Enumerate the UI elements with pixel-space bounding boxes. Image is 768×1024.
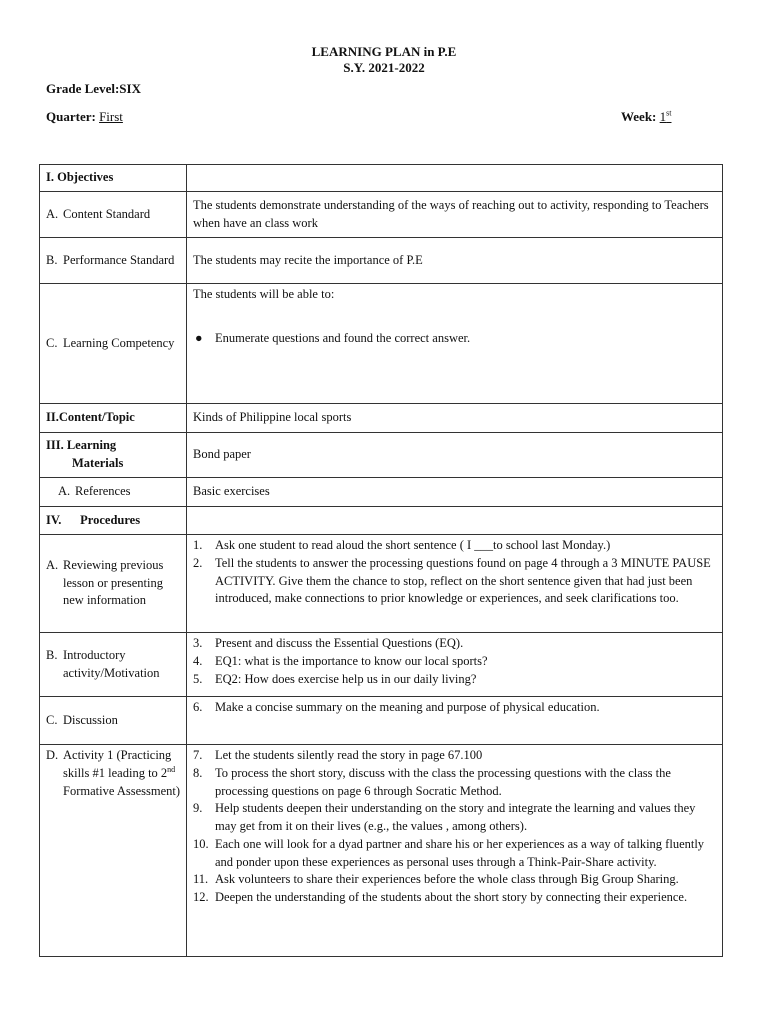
row-content-standard [40,192,723,238]
grade-level [46,80,141,98]
reviewing-label: A. Reviewing previous lesson or presenting new information [40,535,187,633]
learning-materials-label: III. Learning Materials [40,433,187,478]
discussion-label: C. Discussion [40,697,187,745]
list-item: 7. Let the students silently read the story in page 67.100 [193,748,483,762]
school-year: S.Y. 2021-2022 [343,60,425,75]
introductory-steps-cell [187,633,723,697]
performance-standard-text: The students may recite the importance of P.E [187,238,723,284]
list-item: 2. Tell the students to answer the processing questions found on page 4 through a 3 MINUTE PAUSE ACTIVITY. Give them the chance to stop, reflect on the short sentence given that had just been introduced, make connections to prior knowledge or experiences, and seek clarifications too. [193,555,711,606]
document-title: LEARNING PLAN in P.E [311,44,457,59]
row-introductory [40,633,723,697]
grade-label: Grade Level: [46,81,120,96]
discussion-steps [193,699,716,717]
learning-plan-table [39,164,723,957]
references-label: A. References [40,478,187,507]
introductory-label: B. Introductory activity/Motivation [40,633,187,697]
list-item: 10. Each one will look for a dyad partner and share his or her experiences as a way of talking fluently and ponder upon these experiences as personal uses through a Think-Pair-Share activity. [193,836,705,869]
objectives-label: I. Objectives [40,165,187,192]
list-item: 12. Deepen the understanding of the students about the short story by connecting their experience. [193,890,688,904]
document-title-block [0,44,768,76]
list-item: 4. EQ1: what is the importance to know our local sports? [193,653,488,668]
row-discussion [40,697,723,745]
list-item: 9. Help students deepen their understanding on the story and integrate the learning and values they may get from it on their lives (e.g., the values , among others). [193,801,696,833]
content-standard-text: The students demonstrate understanding of the ways of reaching out to activity, responding to Teachers when have an class work [187,192,723,238]
activity-label: D. Activity 1 (Practicing skills #1 leading to 2nd Formative Assessment) [40,745,187,957]
activity-steps-cell [187,745,723,957]
references-text: Basic exercises [187,478,723,507]
reviewing-steps [193,537,716,608]
week [621,108,671,126]
content-standard-label: A. Content Standard [40,192,187,238]
list-item: 8. To process the short story, discuss with the class the processing questions with the class the processing questions on page 6 through Socratic Method. [193,765,671,798]
week-label: Week: [621,109,657,124]
list-item: 5. EQ2: How does exercise help us in our daily living? [193,671,477,686]
performance-standard-label: B. Performance Standard [40,238,187,284]
bullet-dot-icon: ● [195,330,203,345]
row-procedures [40,507,723,535]
quarter-value: First [99,109,123,124]
quarter [46,108,123,126]
content-topic-label: II.Content/Topic [40,404,187,433]
row-performance-standard [40,238,723,284]
objectives-value [187,165,723,192]
learning-materials-text: Bond paper [187,433,723,478]
list-item: 6. Make a concise summary on the meaning and purpose of physical education. [193,700,600,714]
activity-steps [193,747,716,907]
learning-competency-label: C. Learning Competency [40,284,187,404]
discussion-steps-cell [187,697,723,745]
learning-competency-bullet: ● Enumerate questions and found the correct answer. [193,330,716,348]
reviewing-steps-cell [187,535,723,633]
row-activity [40,745,723,957]
row-learning-competency [40,284,723,404]
list-item: 3. Present and discuss the Essential Questions (EQ). [193,636,464,650]
row-references [40,478,723,507]
procedures-value [187,507,723,535]
week-value: 1st [659,108,672,124]
learning-competency-cell [187,284,723,404]
procedures-label: IV. Procedures [40,507,187,535]
learning-competency-intro: The students will be able to: [193,287,335,301]
content-topic-text: Kinds of Philippine local sports [187,404,723,433]
list-item: 1. Ask one student to read aloud the short sentence ( I ___to school last Monday.) [193,538,611,552]
row-learning-materials [40,433,723,478]
quarter-label: Quarter: [46,109,96,124]
row-content-topic [40,404,723,433]
list-item: 11. Ask volunteers to share their experiences before the whole class through Big Group Sharing. [193,872,679,887]
row-objectives [40,165,723,192]
grade-value: SIX [119,81,141,96]
row-reviewing [40,535,723,633]
introductory-steps [193,635,716,688]
